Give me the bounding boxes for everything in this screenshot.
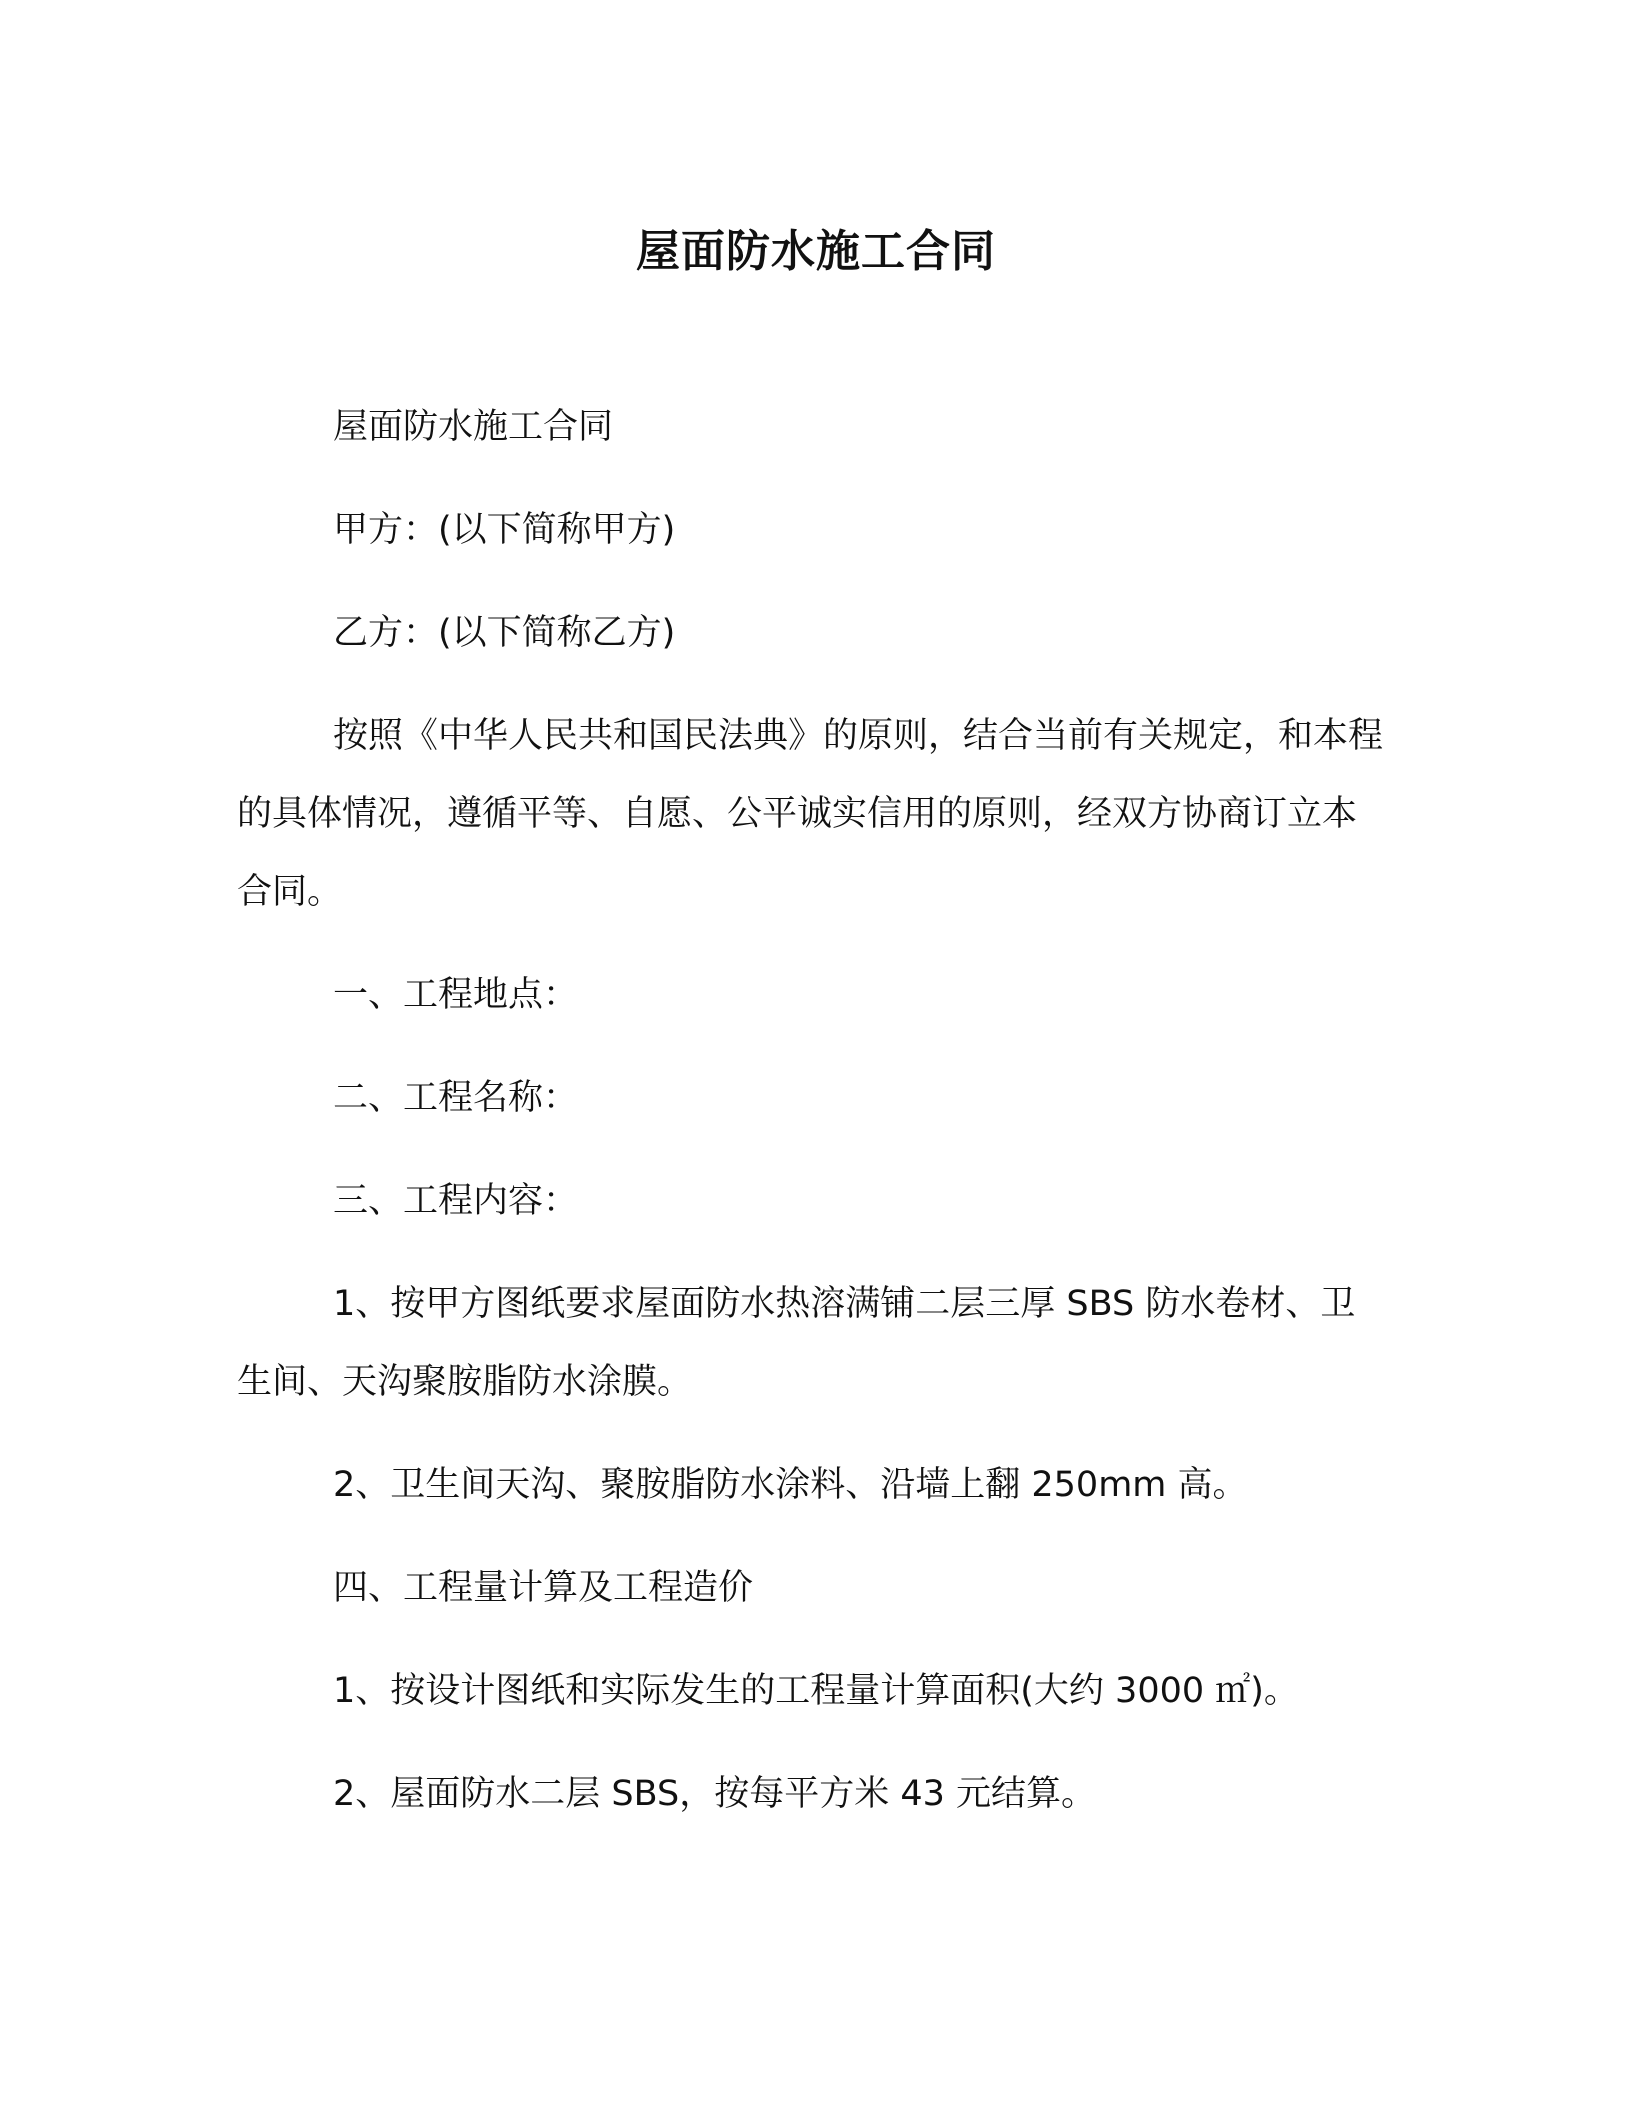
section-3-item-2: 2、卫生间天沟、聚胺脂防水涂料、沿墙上翻 250mm 高。	[333, 1465, 1248, 1505]
section-1-heading: 一、工程地点：	[333, 975, 579, 1015]
section-4-item-2: 2、屋面防水二层 SBS，按每平方米 43 元结算。	[333, 1774, 1097, 1814]
document-body	[237, 388, 1387, 1858]
party-b-line: 乙方：(以下简称乙方)	[333, 613, 676, 653]
section-3-item-1: 1、按甲方图纸要求屋面防水热溶满铺二层三厚 SBS 防水卷材、卫生间、天沟聚胺脂防水涂膜。	[237, 1284, 1356, 1402]
preamble-paragraph: 按照《中华人民共和国民法典》的原则，结合当前有关规定，和本程的具体情况，遵循平等、自愿、公平诚实信用的原则，经双方协商订立本合同。	[237, 716, 1384, 912]
section-4-item-1: 1、按设计图纸和实际发生的工程量计算面积(大约 3000 ㎡)。	[333, 1671, 1299, 1711]
document-title: 屋面防水施工合同	[636, 226, 996, 277]
section-2-heading: 二、工程名称：	[333, 1078, 579, 1118]
party-a-line: 甲方：(以下简称甲方)	[333, 510, 676, 550]
contract-heading: 屋面防水施工合同	[333, 407, 614, 447]
section-4-heading: 四、工程量计算及工程造价	[333, 1568, 754, 1608]
section-3-heading: 三、工程内容：	[333, 1181, 579, 1221]
